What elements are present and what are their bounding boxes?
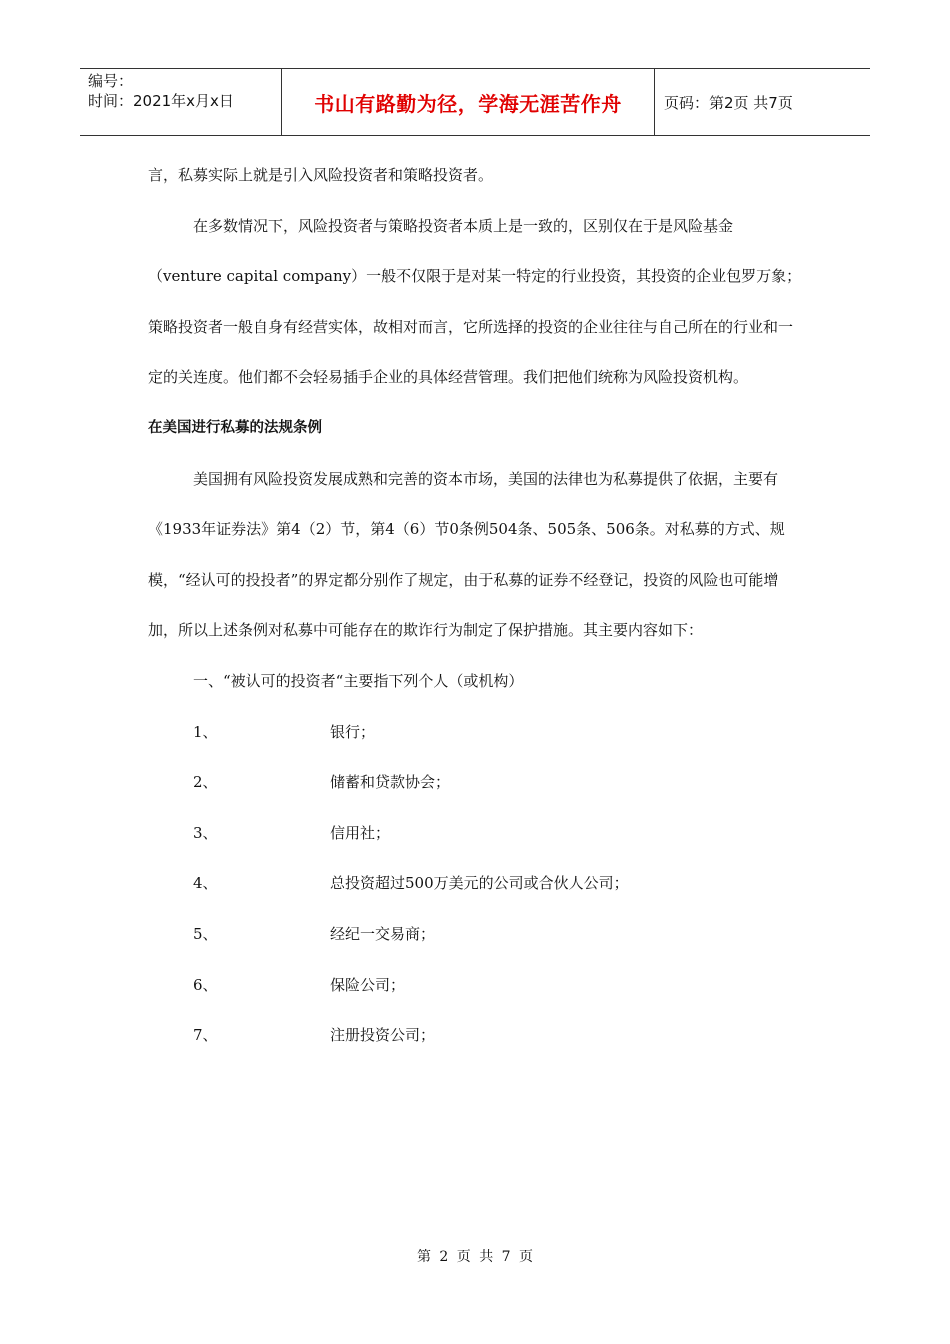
list-item <box>148 707 803 758</box>
section-heading: 在美国进行私募的法规条例 <box>148 419 322 436</box>
list-item-number: 5、 <box>193 924 218 943</box>
list-item-text: 保险公司； <box>330 975 406 994</box>
paragraph-1: 言，私募实际上就是引入风险投资者和策略投资者。 <box>148 166 494 184</box>
list-item-text: 总投资超过500万美元的公司或合伙人公司； <box>330 874 629 893</box>
page-header <box>80 68 870 136</box>
list-item-number: 4、 <box>193 874 218 893</box>
list-item-number: 7、 <box>193 1026 218 1045</box>
paragraph-3: 美国拥有风险投资发展成熟和完善的资本市场，美国的法律也为私募提供了依据，主要有《1933年证券法》第4（2）节，第4（6）节0条例504条、505条、506条。对私募的方式、规模，“经认可的投投者”的界定都分别作了规定，由于私募的证券不经登记，投资的风险也可能增加，所以上述条例对私募中可能存在的欺诈行为制定了保护措施。其主要内容如下： <box>148 469 785 640</box>
list-item <box>148 960 803 1011</box>
list-item-text: 储蓄和贷款协会； <box>330 773 451 792</box>
list-item-number: 6、 <box>193 975 218 994</box>
list-item-text: 经纪一交易商； <box>330 924 436 943</box>
header-info <box>80 69 281 135</box>
list-item-number: 2、 <box>193 773 218 792</box>
paragraph-2: 在多数情况下，风险投资者与策略投资者本质上是一致的，区别仅在于是风险基金（venture capital company）一般不仅限于是对某一特定的行业投资，其投资的企业包罗万象；策略投资者一般自身有经营实体，故相对而言，它所选择的投资的企业往往与自己所在的行业和一定的关连度。他们都不会轻易插手企业的具体经营管理。我们把他们统称为风险投资机构。 <box>148 216 802 387</box>
header-page-code-cell <box>655 69 870 135</box>
time-label: 时间：2021年x月x日 <box>88 92 234 110</box>
motto: 书山有路勤为径，学海无涯苦作舟 <box>314 91 622 116</box>
list-item-text: 信用社； <box>330 823 391 842</box>
header-motto-cell <box>281 69 655 135</box>
list-item-text: 银行； <box>330 722 376 741</box>
number-label: 编号： <box>88 72 134 90</box>
page-code: 页码：第2页 共7页 <box>664 93 793 112</box>
list-item-number: 3、 <box>193 823 218 842</box>
document-body <box>148 150 803 1061</box>
list-item-text: 注册投资公司； <box>330 1026 436 1045</box>
paragraph-4: 一、“被认可的投资者“主要指下列个人（或机构） <box>193 671 524 690</box>
list-item <box>148 808 803 859</box>
list-item <box>148 757 803 808</box>
list-item <box>148 858 803 909</box>
list-item <box>148 909 803 960</box>
list-item <box>148 1010 803 1061</box>
list-item-number: 1、 <box>193 722 218 741</box>
page-footer: 第 2 页 共 7 页 <box>416 1249 534 1265</box>
